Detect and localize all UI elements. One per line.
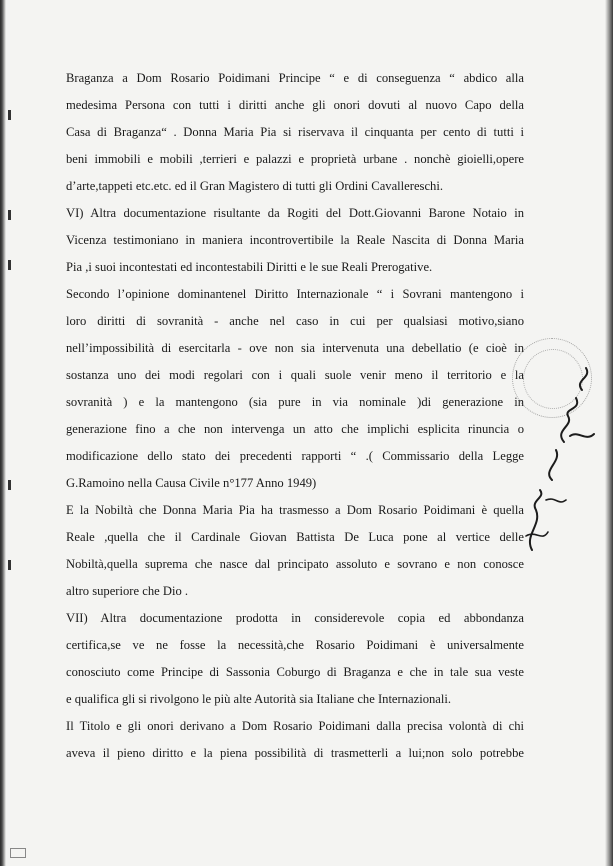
binder-mark: [8, 260, 11, 270]
text-line: VI) Altra documentazione risultante da Rogiti del Dott.Giovanni Barone Notaio in: [66, 206, 524, 220]
text-line: nell’impossibilità di esercitarla - ove non sia intervenuta una debellatio (e cioè in: [66, 341, 524, 355]
scan-edge-left: [0, 0, 6, 866]
text-line: Braganza a Dom Rosario Poidimani Principe “ e di conseguenza “ abdico alla: [66, 71, 524, 85]
binder-mark: [8, 210, 11, 220]
binder-mark: [8, 560, 11, 570]
text-line: Pia ,i suoi incontestati ed incontestabili Diritti e le sue Reali Prerogative.: [66, 260, 433, 274]
text-line: G.Ramoino nella Causa Civile n°177 Anno 1949): [66, 476, 317, 490]
signature-icon: [512, 350, 612, 560]
text-line: VII) Altra documentazione prodotta in considerevole copia ed abbondanza: [66, 611, 524, 625]
text-line: medesima Persona con tutti i diritti anche gli onori dovuti al nuovo Capo della: [66, 98, 524, 112]
text-line: Reale ,quella che il Cardinale Giovan Battista De Luca pone al vertice delle: [66, 530, 524, 544]
text-line: Vicenza testimoniano in maniera incontrovertibile la Reale Nascita di Donna Maria: [66, 233, 524, 247]
text-line: Nobiltà,quella suprema che nasce dal principato assoluto e sovrano e non conosce: [66, 557, 524, 571]
text-line: conosciuto come Principe di Sassonia Coburgo di Braganza e che in tale sua veste: [66, 665, 524, 679]
text-line: sostanza uno dei modi regolari con i quali suole venir meno il territorio e la: [66, 368, 524, 382]
text-line: altro superiore che Dio .: [66, 584, 189, 598]
binder-mark: [8, 110, 11, 120]
text-line: Casa di Braganza“ . Donna Maria Pia si riservava il cinquanta per cento di tutti i: [66, 125, 524, 139]
text-line: loro diritti di sovranità - anche nel caso in cui per qualsiasi motivo,siano: [66, 314, 524, 328]
text-line: certifica,se ve ne fosse la necessità,che Rosario Poidimani è universalmente: [66, 638, 524, 652]
text-line: modificazione dello stato dei precedenti rapporti “ .( Commissario della Legge: [66, 449, 524, 463]
text-line: beni immobili e mobili ,terrieri e palazzi e proprietà urbane . nonchè gioielli,opere: [66, 152, 524, 166]
text-line: Il Titolo e gli onori derivano a Dom Rosario Poidimani dalla precisa volontà di chi: [66, 719, 524, 733]
text-line: sovranità ) e la mantengono (sia pure in via nominale )di generazione in: [66, 395, 524, 409]
binder-mark: [8, 480, 11, 490]
text-line: e qualifica gli si rivolgono le più alte Autorità sia Italiane che Internazionali.: [66, 692, 452, 706]
text-line: d’arte,tappeti etc.etc. ed il Gran Magistero di tutti gli Ordini Cavallereschi.: [66, 179, 443, 193]
text-line: Secondo l’opinione dominantenel Diritto Internazionale “ i Sovrani mantengono i: [66, 287, 524, 301]
text-line: aveva il pieno diritto e la piena possibilità di trasmetterli a lui;non solo potrebbe: [66, 746, 524, 760]
page-corner-mark: [10, 848, 26, 858]
text-line: E la Nobiltà che Donna Maria Pia ha trasmesso a Dom Rosario Poidimani è quella: [66, 503, 524, 517]
text-line: generazione fino a che non intervenga un atto che implichi esplicita rinuncia o: [66, 422, 524, 436]
